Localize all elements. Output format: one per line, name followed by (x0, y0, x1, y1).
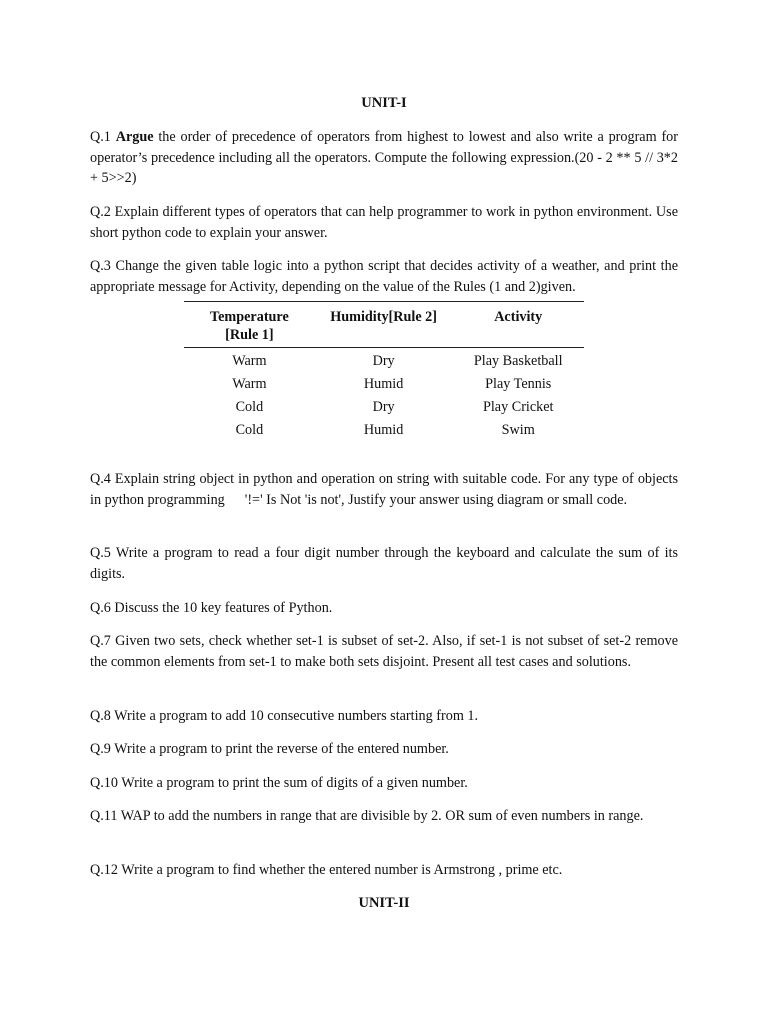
cell-activity: Play Basketball (473, 353, 563, 369)
question-1 (90, 127, 678, 189)
unit-2-heading: UNIT-II (358, 895, 410, 911)
question-1-emphasis: Argue (115, 129, 154, 145)
table-row (184, 348, 584, 374)
question-4 (90, 469, 678, 510)
question-4-text-before: Q.4 Explain string object in python and operation on string with suitable code. For any type of objects in python programming (90, 471, 678, 508)
question-1-prefix: Q.1 (90, 129, 116, 145)
table-row (184, 419, 584, 442)
cell-activity: Play Cricket (482, 399, 554, 415)
header-temperature-line-1: Temperature (209, 309, 289, 325)
cell-humidity: Humid (363, 422, 404, 438)
question-9: Q.9 Write a program to print the reverse of the entered number. (90, 741, 449, 757)
table-header-row (184, 302, 584, 348)
cell-temperature: Warm (232, 376, 267, 392)
question-4-text-after: '!=' Is Not 'is not', Justify your answer using diagram or small code. (244, 491, 628, 508)
cell-activity: Swim (501, 422, 535, 438)
cell-humidity: Dry (372, 353, 395, 369)
cell-temperature: Cold (235, 399, 264, 415)
question-11: Q.11 WAP to add the numbers in range that are divisible by 2. OR sum of even numbers in range. (90, 808, 644, 824)
question-6: Q.6 Discuss the 10 key features of Python. (90, 600, 333, 616)
question-3: Q.3 Change the given table logic into a python script that decides activity of a weather, and print the appropriate message for Activity, depending on the value of the Rules (1 and 2)given. (90, 258, 678, 295)
unit-1-heading: UNIT-I (361, 95, 407, 111)
cell-humidity: Humid (363, 376, 404, 392)
cell-temperature: Cold (235, 422, 264, 438)
question-7: Q.7 Given two sets, check whether set-1 is subset of set-2. Also, if set-1 is not subset of set-2 remove the common elements from set-1 to make both sets disjoint. Present all test cases and solutions. (90, 633, 678, 670)
table-row (184, 373, 584, 396)
header-humidity: Humidity[Rule 2] (315, 302, 453, 348)
cell-temperature: Warm (232, 353, 267, 369)
question-12: Q.12 Write a program to find whether the entered number is Armstrong , prime etc. (90, 862, 563, 878)
header-temperature-line-2: [Rule 1] (225, 327, 274, 343)
question-10: Q.10 Write a program to print the sum of digits of a given number. (90, 775, 468, 791)
header-temperature (184, 302, 315, 348)
question-2: Q.2 Explain different types of operators that can help programmer to work in python environment. Use short python code to explain your answer. (90, 204, 678, 241)
table-row (184, 396, 584, 419)
weather-activity-table (184, 301, 584, 442)
question-8: Q.8 Write a program to add 10 consecutive numbers starting from 1. (90, 708, 479, 724)
header-activity: Activity (452, 302, 584, 348)
question-1-text: the order of precedence of operators from highest to lowest and also write a program for operator’s precedence including all the operators. Compute the following expression.(20 - 2 ** 5 // 3*2 + 5>>2) (90, 129, 678, 187)
cell-activity: Play Tennis (485, 376, 552, 392)
cell-humidity: Dry (372, 399, 395, 415)
question-5: Q.5 Write a program to read a four digit number through the keyboard and calculate the sum of its digits. (90, 545, 678, 582)
